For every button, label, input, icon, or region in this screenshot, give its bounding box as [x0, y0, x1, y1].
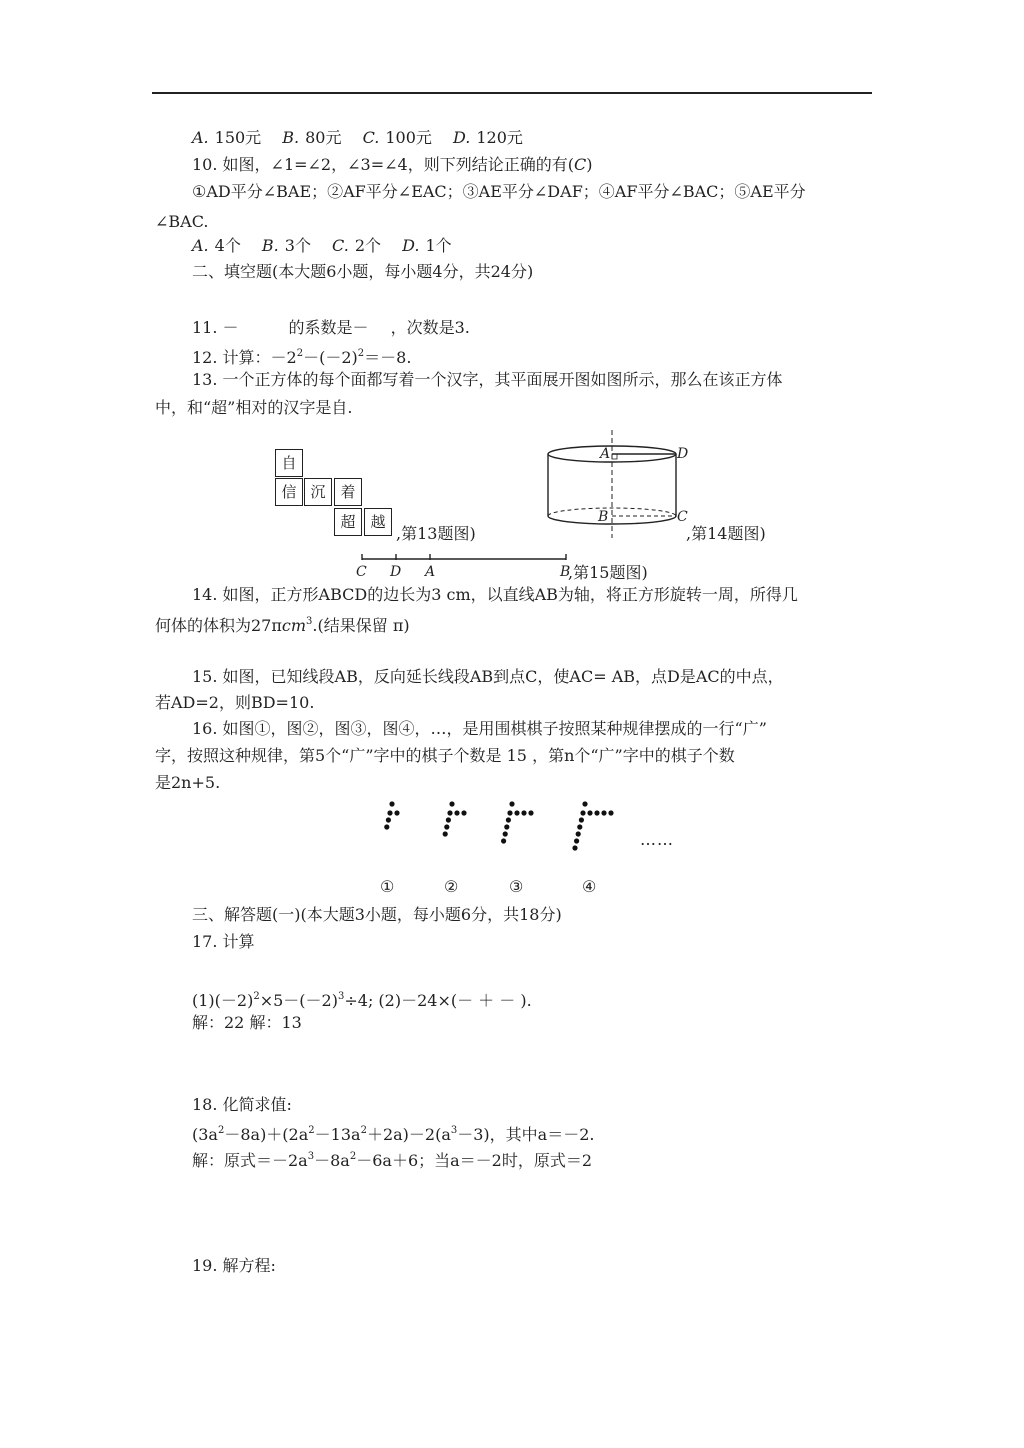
fig14-label-a: A	[600, 446, 611, 462]
q19-title: 19. 解方程:	[192, 1256, 276, 1275]
fig14-cylinder	[540, 440, 690, 540]
q14-line1: 14. 如图，正方形ABCD的边长为3 cm，以直线AB为轴，将正方形旋转一周，所得几	[192, 585, 798, 604]
q17-expressions: $(1)(-2)^2\times 5-(-2)^3\div 4$; (2)－24×(－ ＋ － ).	[192, 991, 532, 1010]
net-cell: 信	[275, 478, 303, 506]
go-stone	[449, 801, 454, 806]
go-stone	[446, 817, 451, 822]
go-stone	[389, 801, 394, 806]
go-stone	[504, 824, 509, 829]
q16-fig-label-3: ③	[509, 877, 524, 896]
go-stone	[447, 810, 452, 815]
q14-line2: 何体的体积为27πcm$^3$.(结果保留 π)	[155, 616, 410, 635]
q15-line2: 若AD=2，则BD=10.	[155, 693, 315, 712]
net-cell: 超	[334, 508, 362, 536]
q15-line1: 15. 如图，已知线段AB，反向延长线段AB到点C，使AC= AB，点D是AC的中点，	[192, 667, 784, 686]
q9-options	[192, 128, 539, 148]
section-2-heading: 二、填空题(本大题6小题，每小题4分，共24分)	[192, 262, 534, 281]
q17-answer: 解：22 解：13	[192, 1013, 302, 1032]
net-cell: 自	[275, 449, 303, 477]
q9-option-b: B. 80元	[282, 128, 342, 147]
go-stone	[443, 831, 448, 836]
go-stone	[454, 810, 459, 815]
fig14-label-b: B	[598, 509, 609, 525]
q10-statements-cont: ∠BAC.	[155, 212, 209, 231]
net-cell: 越	[364, 508, 392, 536]
q16-fig-label-4: ④	[582, 877, 597, 896]
go-stone	[506, 817, 511, 822]
fig15-label-b: B	[560, 564, 571, 580]
fig15-label-c: C	[356, 564, 367, 580]
fig14-label-d: D	[677, 446, 689, 462]
q12: 12. 计算：$-2^2-(-2)^2=-8$.	[192, 348, 412, 367]
go-stone	[387, 810, 392, 815]
q11: 11. － 的系数是－ ，次数是3.	[192, 318, 470, 337]
q9-option-c: C. 100元	[362, 128, 432, 147]
q16-fig-label-2: ②	[444, 877, 459, 896]
go-stone	[594, 810, 599, 815]
go-stone	[514, 810, 519, 815]
q16-line3: 是2n+5.	[155, 773, 221, 792]
go-stone	[582, 801, 587, 806]
go-stone	[579, 817, 584, 822]
fig14-label-c: C	[677, 509, 688, 525]
section-3-heading: 三、解答题(一)(本大题3小题，每小题6分，共18分)	[192, 905, 562, 924]
go-stone	[580, 810, 585, 815]
go-stone	[601, 810, 606, 815]
fig13-caption: ,第13题图)	[396, 524, 476, 543]
q10-statements: ①AD平分∠BAE；②AF平分∠EAC；③AE平分∠DAF；④AF平分∠BAC；⑤AE平分	[192, 182, 806, 201]
go-stone	[503, 831, 508, 836]
go-stone	[528, 810, 533, 815]
go-stone	[572, 845, 577, 850]
q16-stone-figure	[370, 800, 670, 870]
q10-stem: 10. 如图，∠1=∠2，∠3=∠4，则下列结论正确的有(C)	[192, 155, 593, 174]
q16-line1: 16. 如图①，图②，图③，图④，…，是用围棋棋子按照某种规律摆成的一行“广”	[192, 719, 767, 738]
go-stone	[587, 810, 592, 815]
go-stone	[574, 838, 579, 843]
fig14-caption: ,第14题图)	[686, 524, 766, 543]
go-stone	[576, 831, 581, 836]
q18-expression: $(3a^2-8a)+(2a^2-13a^2+2a)-2(a^3-3)$，其中a＝－2.	[192, 1125, 595, 1144]
top-rule	[152, 92, 872, 94]
q16-line2: 字，按照这种规律，第5个“广”字中的棋子个数是 15 ，第n个“广”字中的棋子个数	[155, 746, 735, 765]
q10-answer: C	[573, 155, 587, 174]
go-stone	[521, 810, 526, 815]
go-stone	[608, 810, 613, 815]
go-stone	[386, 817, 391, 822]
q16-ellipsis: ……	[640, 830, 674, 849]
q16-fig-label-1: ①	[380, 877, 395, 896]
go-stone	[461, 810, 466, 815]
go-stone	[577, 824, 582, 829]
go-stone	[384, 824, 389, 829]
q17-title: 17. 计算	[192, 932, 255, 951]
q9-option-a: A. 150元	[192, 128, 262, 147]
go-stone	[509, 801, 514, 806]
fig15-label-a: A	[425, 564, 436, 580]
fig15-caption: ,第15题图)	[568, 563, 648, 582]
fig15-label-d: D	[390, 564, 402, 580]
q9-option-d: D. 120元	[453, 128, 523, 147]
q13-line2: 中，和“超”相对的汉字是自.	[155, 398, 353, 417]
go-stone	[507, 810, 512, 815]
q18-title: 18. 化简求值:	[192, 1095, 292, 1114]
q10-options: A. 4个 B. 3个 C. 2个 D. 1个	[192, 236, 452, 255]
q13-line1: 13. 一个正方体的每个面都写着一个汉字，其平面展开图如图所示，那么在该正方体	[192, 370, 783, 389]
net-cell: 沉	[304, 478, 332, 506]
go-stone	[501, 838, 506, 843]
net-cell: 着	[334, 478, 362, 506]
q18-answer: 解：原式$=-2a^3-8a^2-6a+6$；当a＝－2时，原式＝2	[192, 1151, 593, 1170]
go-stone	[394, 810, 399, 815]
go-stone	[444, 824, 449, 829]
